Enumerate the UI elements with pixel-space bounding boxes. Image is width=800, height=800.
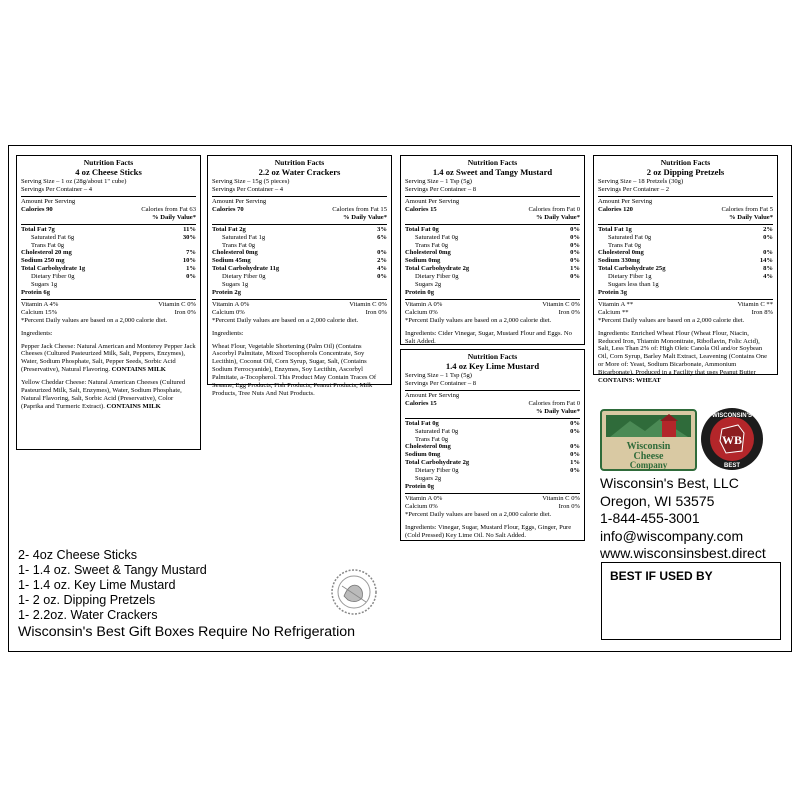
calories: Calories 90 (21, 205, 53, 213)
ingredients-text (212, 343, 387, 398)
panel-product-name: 4 oz Cheese Sticks (75, 167, 142, 178)
best-if-used-by-label: BEST IF USED BY (610, 569, 713, 583)
footnote: *Percent Daily values are based on a 2,000 calorie diet. (405, 510, 552, 518)
nutrient-row (212, 281, 387, 289)
iron: Iron 0% (558, 308, 580, 316)
nutrient-row (21, 257, 196, 265)
contents-item: 2- 4oz Cheese Sticks (18, 548, 137, 562)
wisconsin-cheese-company-logo (600, 409, 697, 471)
nutrient-label: Total Fat 7g (21, 225, 55, 233)
divider (598, 224, 773, 225)
nutrient-row (405, 475, 580, 483)
nutrient-dv: 4% (763, 273, 773, 281)
company-website: www.wisconsinsbest.direct (600, 545, 766, 561)
company-city: Oregon, WI 53575 (600, 492, 715, 509)
nutrient-label: Trans Fat 0g (222, 241, 256, 249)
ingredients-label: Ingredients: (21, 329, 53, 337)
nutrient-row (598, 257, 773, 265)
calcium: Calcium 0% (212, 308, 245, 316)
nutrient-row (598, 281, 773, 289)
nutrition-panel-key-lime-mustard (400, 349, 585, 541)
calories: Calories 15 (405, 205, 437, 213)
nutrient-row (21, 234, 196, 242)
divider (21, 196, 196, 197)
nutrient-label: Total Carbohydrate 11g (212, 265, 280, 273)
ingredients-text (21, 343, 196, 375)
nutrient-label: Dietary Fiber 0g (222, 273, 266, 281)
nutrient-label: Cholesterol 0mg (598, 249, 644, 257)
nutrient-dv: 0% (377, 249, 387, 257)
nutrient-row (212, 273, 387, 281)
panel-title: Nutrition Facts (274, 158, 325, 167)
nutrient-dv: 7% (186, 249, 196, 257)
nutrient-row (405, 467, 580, 475)
vitamin-a: Vitamin A 0% (212, 300, 250, 308)
divider (405, 390, 580, 391)
panel-title: Nutrition Facts (83, 158, 134, 167)
amount-per-serving: Amount Per Serving (405, 198, 460, 206)
nutrient-label: Total Carbohydrate 2g (405, 265, 470, 273)
svg-text:Wisconsin: Wisconsin (626, 441, 671, 452)
company-phone: 1-844-455-3001 (600, 510, 700, 526)
ingredients-text-1: Wheat Flour, Vegetable Shortening (Palm Oil) (Contains Ascorbyl Palmitate, Mixed Tocopherols Concentrate, Soy Lecithin), Coconut Oil, Corn Syrup, Sugar, Salt, (Contains Sodium Ferrocyanide), Enzymes, Soy Lecithin, Ascorbyl Palmitate, a-Tocopherol. This Product May Contain Traces Of Sesame, Egg Products, Fish Products, Peanut Products, Milk Products, Tree Nuts And Nut Products. (212, 342, 377, 397)
nutrient-row (598, 265, 773, 273)
calcium: Calcium 0% (405, 308, 438, 316)
ingredients (21, 330, 196, 411)
footnote: *Percent Daily values are based on a 2,000 calorie diet. (405, 316, 552, 324)
nutrient-dv: 0% (186, 273, 196, 281)
serving-size: Serving Size – 1 Tsp (5g) (405, 372, 472, 380)
nutrient-row (405, 420, 580, 428)
nutrient-row (21, 281, 196, 289)
nutrient-dv: 6% (377, 233, 387, 241)
company-email: info@wiscompany.com (600, 527, 744, 544)
nutrient-label: Total Fat 0g (405, 419, 439, 427)
vitamin-row (21, 301, 196, 309)
nutrient-label: Sodium 0mg (405, 451, 441, 459)
divider (405, 224, 580, 225)
nutrient-dv: 0% (570, 233, 580, 241)
ingredients (212, 330, 387, 398)
nutrient-label: Sugars less than 1g (608, 281, 659, 289)
iron: Iron 0% (174, 308, 196, 316)
protein: Protein 6g (21, 289, 50, 296)
nutrient-row (212, 226, 387, 234)
servings-per-container: Servings Per Container – 4 (21, 186, 93, 194)
servings-per-container: Servings Per Container – 2 (598, 186, 670, 194)
vitamin-c: Vitamin C 0% (542, 300, 580, 308)
calories-from-fat: Calories from Fat 15 (332, 205, 387, 213)
nutrient-row (212, 249, 387, 257)
nutrient-label: Sugars 2g (415, 475, 442, 483)
nutrient-dv: 1% (186, 265, 196, 273)
mineral-row (212, 309, 387, 317)
nutrient-label: Trans Fat 0g (608, 241, 642, 249)
nutrient-row (21, 242, 196, 250)
nutrient-row (405, 281, 580, 289)
vitamin-a: Vitamin A ** (598, 300, 634, 308)
nutrient-label: Sodium 250 mg (21, 257, 65, 265)
nutrition-panel-sweet-tangy-mustard (400, 155, 585, 345)
allergen-statement: CONTAINS MILK (111, 366, 166, 374)
amount-per-serving: Amount Per Serving (212, 198, 267, 206)
nutrient-dv: 0% (763, 249, 773, 257)
nutrient-dv: 0% (570, 241, 580, 249)
nutrient-dv: 0% (570, 451, 580, 459)
nutrient-row (598, 226, 773, 234)
nutrition-panel-water-crackers (207, 155, 392, 397)
nutrient-row (405, 428, 580, 436)
nutrient-label: Saturated Fat 6g (31, 233, 75, 241)
divider (598, 196, 773, 197)
vitamin-c: Vitamin C 0% (542, 494, 580, 502)
nutrient-dv: 0% (570, 427, 580, 435)
nutrient-label: Dietary Fiber 1g (608, 273, 652, 281)
nutrient-dv: 4% (377, 265, 387, 273)
calories-row (21, 206, 196, 214)
iron: Iron 0% (558, 502, 580, 510)
nutrient-row (21, 265, 196, 273)
nutrient-row (405, 249, 580, 257)
nutrient-dv: 30% (182, 233, 196, 241)
nutrient-label: Saturated Fat 1g (222, 233, 266, 241)
amount-per-serving: Amount Per Serving (405, 392, 460, 400)
nutrient-label: Dietary Fiber 0g (415, 273, 459, 281)
nutrient-label: Cholesterol 20 mg (21, 249, 72, 257)
ingredients-text-1: Ingredients: Cider Vinegar, Sugar, Mustard Flour and Eggs. No Salt Added. (405, 329, 572, 345)
nutrient-row (405, 265, 580, 273)
daily-value-header: % Daily Value* (536, 407, 580, 415)
contents-item: 1- 1.4 oz. Key Lime Mustard (18, 578, 176, 592)
nutrient-label: Saturated Fat 0g (608, 233, 652, 241)
iron: Iron 8% (751, 308, 773, 316)
nutrient-label: Sodium 45mg (212, 257, 251, 265)
nutrient-row (212, 242, 387, 250)
calories: Calories 120 (598, 205, 633, 213)
nutrient-label: Total Carbohydrate 1g (21, 265, 86, 273)
nutrient-row (598, 249, 773, 257)
nutrient-dv: 2% (763, 225, 773, 233)
vitamin-a: Vitamin A 0% (405, 300, 443, 308)
divider (598, 299, 773, 300)
nutrient-dv: 0% (377, 273, 387, 281)
divider (21, 224, 196, 225)
nutrient-dv: 0% (570, 419, 580, 427)
nutrient-dv: 3% (377, 225, 387, 233)
vitamin-a: Vitamin A 4% (21, 300, 59, 308)
ingredients-text (598, 330, 773, 385)
protein: Protein 3g (598, 289, 627, 296)
vitamin-row (598, 301, 773, 309)
nutrient-label: Sugars 1g (222, 281, 249, 289)
allergen-statement: CONTAINS MILK (106, 402, 161, 410)
nutrient-row (598, 273, 773, 281)
divider (212, 224, 387, 225)
nutrient-row (598, 242, 773, 250)
allergen-statement: CONTAINS: WHEAT (598, 377, 661, 385)
vitamin-a: Vitamin A 0% (405, 494, 443, 502)
calories: Calories 70 (212, 205, 244, 213)
divider (21, 299, 196, 300)
nutrient-label: Cholesterol 0mg (212, 249, 258, 257)
ingredients (405, 330, 580, 346)
calcium: Calcium ** (598, 308, 629, 316)
panel-product-name: 1.4 oz Key Lime Mustard (445, 361, 540, 372)
divider (405, 493, 580, 494)
calories-from-fat: Calories from Fat 0 (528, 399, 580, 407)
nutrient-dv: 10% (182, 257, 196, 265)
calories-row (212, 206, 387, 214)
calcium: Calcium 15% (21, 308, 58, 316)
daily-value-header: % Daily Value* (536, 213, 580, 221)
nutrient-label: Cholesterol 0mg (405, 443, 451, 451)
nutrient-label: Total Fat 1g (598, 225, 632, 233)
nutrient-row (212, 257, 387, 265)
panel-title: Nutrition Facts (660, 158, 711, 167)
nutrient-dv: 11% (183, 225, 196, 233)
mineral-row (405, 309, 580, 317)
nutrient-row (405, 273, 580, 281)
nutrient-row (405, 226, 580, 234)
nutrient-row (405, 459, 580, 467)
servings-per-container: Servings Per Container – 4 (212, 186, 284, 194)
ingredients-text-2: Yellow Cheddar Cheese: Natural American Cheeses (Cultured Pasteurized Milk, Salt, Enzymes), Water, Sodium Phosphate, Natural Flavoring, Salt, Sorbic Acid (Preservative), Color (Paprika and Turmeric Extract). (21, 379, 186, 410)
ingredients-text-1: Ingredients: Vinegar, Sugar, Mustard Flour, Eggs, Ginger, Pure (Cold Pressed) Key Lime Oil. No Salt Added. (405, 523, 572, 539)
ingredients-text (405, 330, 580, 346)
refrigeration-note: Wisconsin's Best Gift Boxes Require No Refrigeration (18, 624, 356, 640)
divider (212, 196, 387, 197)
ingredients-label: Ingredients: (212, 329, 244, 337)
nutrient-row (21, 226, 196, 234)
footnote: *Percent Daily values are based on a 2,000 calorie diet. (212, 316, 359, 324)
calories-row (598, 206, 773, 214)
nutrient-label: Trans Fat 0g (415, 241, 449, 249)
divider (405, 196, 580, 197)
nutrition-panel-dipping-pretzels (593, 155, 778, 385)
svg-text:WISCONSIN'S: WISCONSIN'S (711, 413, 753, 419)
nutrient-row (21, 273, 196, 281)
nutrient-label: Trans Fat 0g (31, 241, 65, 249)
nutrient-label: Saturated Fat 0g (415, 427, 459, 435)
company-name: Wisconsin's Best, LLC (600, 475, 739, 491)
svg-text:Company: Company (629, 460, 668, 470)
calories: Calories 15 (405, 399, 437, 407)
vitamin-row (405, 301, 580, 309)
nutrient-label: Total Fat 2g (212, 225, 246, 233)
nutrient-dv: 1% (570, 265, 580, 273)
nutrient-label: Sugars 1g (31, 281, 58, 289)
ingredients-text-1: Ingredients: Enriched Wheat Flour (Wheat Flour, Niacin, Reduced Iron, Thiamin Mononitrate, Riboflavin, Folic Acid), Salt, Less Than 2% of: High Oleic Canola Oil and/or Soybean Oil, Corn Syrup, Barley Malt Extract, Leavening (Contains One or More of: Yeast, Sodium Bicarbonate, Ammonium Bicarbonate). Produced in a Facility that uses Peanut Butter (598, 329, 768, 377)
nutrient-dv: 0% (570, 257, 580, 265)
nutrient-row (405, 242, 580, 250)
nutrient-dv: 0% (763, 233, 773, 241)
ingredients-text (405, 524, 580, 540)
vitamin-c: Vitamin C 0% (158, 300, 196, 308)
contents-item: 1- 2.2oz. Water Crackers (18, 608, 158, 622)
nutrient-dv: 1% (570, 459, 580, 467)
nutrient-label: Total Fat 0g (405, 225, 439, 233)
nutrient-label: Sugars 2g (415, 281, 442, 289)
amount-per-serving: Amount Per Serving (598, 198, 653, 206)
svg-text:Cheese: Cheese (633, 451, 664, 462)
nutrient-row (598, 234, 773, 242)
nutrient-label: Total Carbohydrate 2g (405, 459, 470, 467)
calories-from-fat: Calories from Fat 0 (528, 205, 580, 213)
company-contact (600, 475, 800, 563)
mineral-row (21, 309, 196, 317)
vitamin-c: Vitamin C 0% (349, 300, 387, 308)
nutrient-label: Dietary Fiber 0g (31, 273, 75, 281)
seal-stamp-icon (330, 568, 378, 616)
ingredients (598, 330, 773, 385)
nutrient-row (21, 249, 196, 257)
serving-size: Serving Size – 15g (5 pieces) (212, 178, 290, 186)
nutrient-dv: 0% (570, 443, 580, 451)
nutrient-label: Total Carbohydrate 25g (598, 265, 666, 273)
ingredients-text (21, 379, 196, 411)
vitamin-row (212, 301, 387, 309)
serving-size: Serving Size – 1 Tsp (5g) (405, 178, 472, 186)
nutrient-row (405, 451, 580, 459)
mineral-row (405, 503, 580, 511)
calories-from-fat: Calories from Fat 63 (141, 205, 196, 213)
calories-row (405, 206, 580, 214)
ingredients (405, 524, 580, 540)
nutrient-dv: 0% (570, 225, 580, 233)
divider (212, 299, 387, 300)
nutrient-dv: 0% (570, 249, 580, 257)
protein: Protein 2g (212, 289, 241, 296)
iron: Iron 0% (365, 308, 387, 316)
nutrient-dv: 8% (763, 265, 773, 273)
servings-per-container: Servings Per Container – 8 (405, 380, 477, 388)
servings-per-container: Servings Per Container – 8 (405, 186, 477, 194)
daily-value-header: % Daily Value* (729, 213, 773, 221)
svg-text:WB: WB (721, 433, 743, 447)
panel-product-name: 2 oz Dipping Pretzels (646, 167, 725, 178)
amount-per-serving: Amount Per Serving (21, 198, 76, 206)
vitamin-row (405, 495, 580, 503)
nutrient-label: Dietary Fiber 0g (415, 467, 459, 475)
nutrient-dv: 14% (759, 257, 773, 265)
nutrient-dv: 2% (377, 257, 387, 265)
nutrient-label: Trans Fat 0g (415, 435, 449, 443)
nutrient-row (405, 436, 580, 444)
nutrient-label: Sodium 0mg (405, 257, 441, 265)
nutrient-row (212, 265, 387, 273)
calories-row (405, 400, 580, 408)
panel-title: Nutrition Facts (467, 158, 518, 167)
protein: Protein 0g (405, 289, 434, 296)
calories-from-fat: Calories from Fat 5 (721, 205, 773, 213)
panel-title: Nutrition Facts (467, 352, 518, 361)
nutrient-label: Sodium 330mg (598, 257, 640, 265)
serving-size: Serving Size – 1 oz (28g/about 1" cube) (21, 178, 127, 186)
panel-product-name: 2.2 oz Water Crackers (258, 167, 341, 178)
nutrient-dv: 0% (570, 467, 580, 475)
box-contents (18, 548, 355, 640)
panel-product-name: 1.4 oz Sweet and Tangy Mustard (432, 167, 553, 178)
serving-size: Serving Size – 18 Pretzels (30g) (598, 178, 684, 186)
daily-value-header: % Daily Value* (343, 213, 387, 221)
footnote: *Percent Daily values are based on a 2,000 calorie diet. (21, 316, 168, 324)
nutrient-row (405, 234, 580, 242)
svg-text:BEST: BEST (723, 463, 741, 469)
mineral-row (598, 309, 773, 317)
nutrient-label: Cholesterol 0mg (405, 249, 451, 257)
nutrient-row (405, 257, 580, 265)
nutrient-row (405, 443, 580, 451)
nutrient-row (212, 234, 387, 242)
daily-value-header: % Daily Value* (152, 213, 196, 221)
nutrient-label: Saturated Fat 0g (415, 233, 459, 241)
vitamin-c: Vitamin C ** (737, 300, 773, 308)
divider (405, 418, 580, 419)
best-if-used-by-box (601, 562, 781, 640)
wisconsins-best-logo (700, 407, 764, 471)
nutrition-panel-cheese-sticks (16, 155, 201, 450)
contents-item: 1- 2 oz. Dipping Pretzels (18, 593, 156, 607)
footnote: *Percent Daily values are based on a 2,000 calorie diet. (598, 316, 745, 324)
divider (405, 299, 580, 300)
protein: Protein 0g (405, 483, 434, 490)
ingredients-text-1: Pepper Jack Cheese: Natural American and Monterey Pepper Jack Cheeses (Cultured Pasteurized Milk, Salt, Peppers, Enzymes), Water, Sodium Phosphate, Salt, Pepper Seeds, Sorbic Acid (Preservative), Natural Flavoring. (21, 342, 196, 374)
nutrient-dv: 0% (570, 273, 580, 281)
contents-item: 1- 1.4 oz. Sweet & Tangy Mustard (18, 563, 207, 577)
calcium: Calcium 0% (405, 502, 438, 510)
